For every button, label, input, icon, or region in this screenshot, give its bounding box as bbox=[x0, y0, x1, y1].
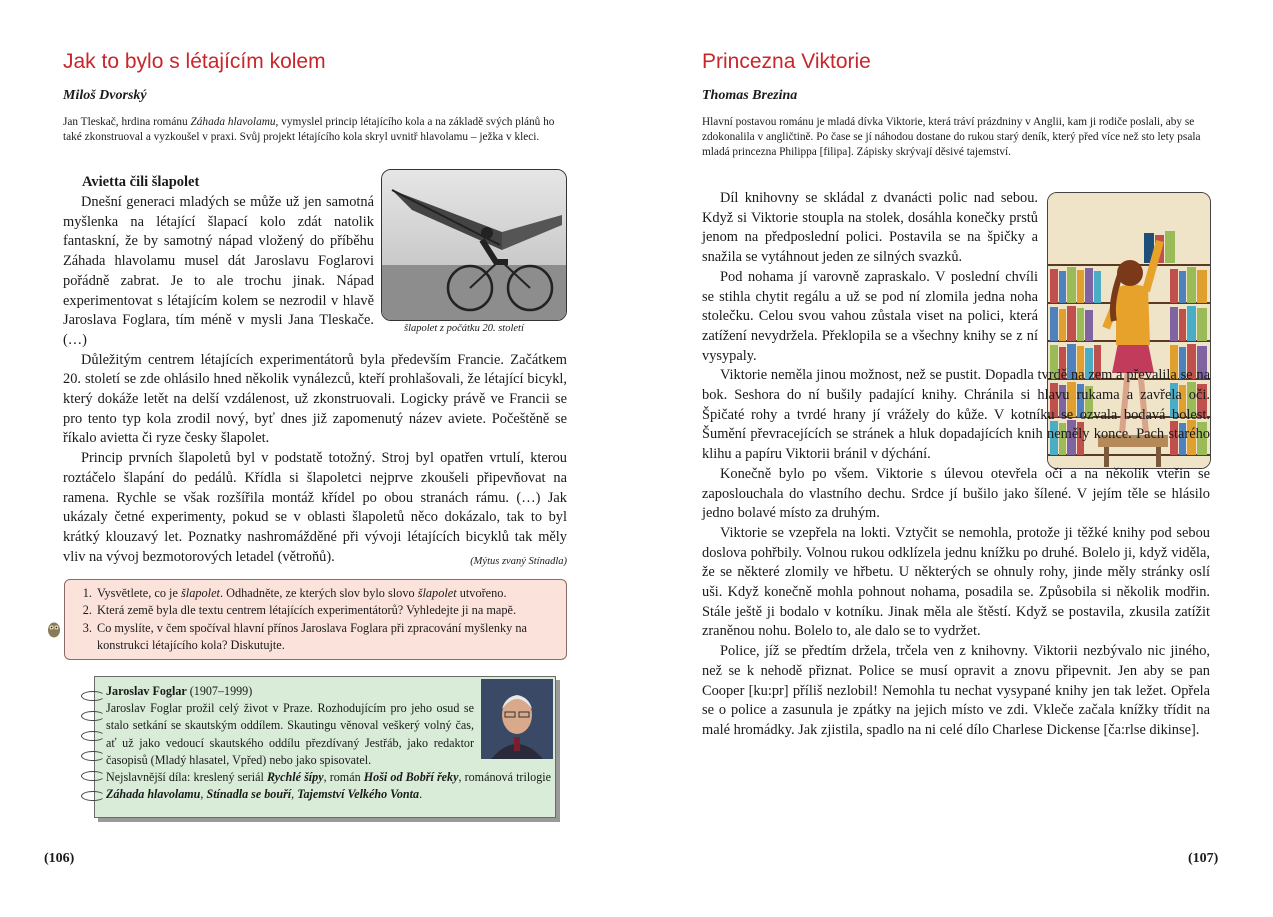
question-item: 3. Co myslíte, v čem spočíval hlavní přínos Jaroslava Foglara při zpracování myšlenky na konstrukci létajícího kola? Diskutujte. bbox=[95, 620, 560, 655]
article-title-right: Princezna Viktorie bbox=[702, 50, 871, 73]
page-number-right: (107) bbox=[1188, 851, 1219, 866]
spiral-binding-icon bbox=[81, 751, 105, 761]
author-right: Thomas Brezina bbox=[702, 88, 798, 103]
paragraph: Pod nohama jí varovně zapraskalo. V poslední chvíli se stihla chytit regálu a už se pod ní zlomila jedna noha stolečku. Celou svou vahou zůstala viset na polici, která zatížení nevydržela. Překlopila se a všechny knihy se z ní vysypaly. bbox=[702, 268, 1038, 364]
paragraph: Dnešní generaci mladých se může už jen samotná myšlenka na létající šlapací kolo zdát natolik fantaskní, že by samotný nápad vložený do příběhu Záhada hlavolamu musel dát Jaroslavu Foglarovi pořádně zabrat. Je to ale trochu jinak. Nápad experimentovat s létajícím kolem se nezrodil v hlavě Jaroslava Foglara, tím méně v mysli Jana Tleskače. (…) bbox=[63, 194, 374, 348]
bio-heading bbox=[106, 683, 474, 700]
author-left: Miloš Dvorský bbox=[63, 88, 147, 103]
bio-works: Nejslavnější díla: kreslený seriál Rychlé šípy, román Hoši od Bobří řeky, románová trilogie Záhada hlavolamu, Stínadla se bouří, Tajemství Velkého Vonta. bbox=[106, 770, 552, 802]
photo-caption: šlapolet z počátku 20. století bbox=[404, 323, 524, 334]
bio-text: Jaroslav Foglar prožil celý život v Praze. Rozhodujícím pro jeho osud se stalo setkání se skautským oddílem. Skautingu věnoval veškerý volný čas, ať už jako vedoucí skautského oddílu přezdívaný Jestřáb, jako redaktor časopisů (Mladý hlasatel, Vpřed) nebo jako spisovatel. bbox=[106, 701, 474, 767]
paragraph: Důležitým centrem létajících experimentátorů byla především Francie. Začátkem 20. století se zde ohlásilo hned několik vynálezců, kteří prohlašovali, že létající bicykl, který dokáže letět na delší vzdálenost, už zkonstruovali. Logicky právě ve Francii se pro tento typ kola zrodil nový, byť dnes již zapomenutý název aviete. Počeštěně se říkalo avietta či ryze česky šlapolet. bbox=[63, 351, 567, 447]
paragraph: Viktorie se vzepřela na lokti. Vztyčit se nemohla, protože ji těžké knihy pod sebou doslova pohřbily. Volnou rukou odklízela jednu knížku po druhé. Bolelo ji, když viděla, že se některé zlomily ve hřbetu. U některých se ohnuly rohy, jinde měly stránky oslí uši. Když konečně mohla pohnout nohama, posadila se. Způsobila si několik modřin. Stále ještě ji bodalo v kotníku. Jinak měla ale štěstí. Když se postavila, zkusila zatížit zraněnou nohu. Bolelo to, ale dalo se to vydržet. bbox=[702, 524, 1210, 640]
owl-icon bbox=[47, 620, 61, 638]
questions-box bbox=[64, 579, 567, 660]
spiral-binding-icon bbox=[81, 731, 105, 741]
paragraph: Konečně bylo po všem. Viktorie s úlevou otevřela oči a na několik vteřin se zaposlouchala do vlastního dechu. Srdce jí bušilo jako šílené. V jejím těle se hlásilo jedno bolavé místo za druhým. bbox=[702, 465, 1210, 522]
questions-list bbox=[65, 585, 560, 654]
intro-book-title: Záhada hlavolamu bbox=[190, 116, 276, 128]
paragraph: Princip prvních šlapoletů byl v podstatě totožný. Stroj byl opatřen vrtulí, kterou roztáčelo šlapání do pedálů. Křídla si šlapoletci nejprve zkoušeli připevňovat na ramena. Rychle se však rozšířila montáž křídel po obou stranách rámu. (…) Jak ukázaly četné experimenty, pokud se v oblasti šlapoletů něco dokázalo, tak to byl krátký klouzavý let. Poznatky nashromážděné při vývoji létajících bicyklů tak měly vliv na vývoj bezmotorových letadel (větroňů). bbox=[63, 450, 567, 565]
author-portrait bbox=[481, 679, 553, 759]
spiral-binding-icon bbox=[81, 691, 105, 701]
page-number-left: (106) bbox=[44, 851, 75, 866]
portrait-illustration bbox=[481, 679, 553, 759]
author-bio-box bbox=[94, 676, 556, 818]
question-item: 2. Která země byla dle textu centrem létajících experimentátorů? Vyhledejte ji na mapě. bbox=[95, 602, 560, 619]
spiral-binding-icon bbox=[81, 791, 105, 801]
subheading: Avietta čili šlapolet bbox=[82, 174, 200, 190]
intro-text: Jan Tleskač, hrdina románu bbox=[63, 116, 191, 128]
article-title-left: Jak to bylo s létajícím kolem bbox=[63, 50, 326, 73]
source-citation: (Mýtus zvaný Stínadla) bbox=[470, 556, 567, 567]
spiral-binding-icon bbox=[81, 771, 105, 781]
bio-years: (1907–1999) bbox=[189, 684, 253, 698]
paragraph: Díl knihovny se skládal z dvanácti polic nad sebou. Když si Viktorie stoupla na stolek, dosáhla konečky prstů jenom na předposlední polici. Postavila se na špičky a snažila se vytáhnout jeden ze silných svazků. bbox=[702, 190, 1038, 266]
paragraph: Viktorie neměla jinou možnost, než se pustit. Dopadla tvrdě na zem a převalila se na bok. Seshora do ní bušily padající knihy. Chránila si hlavu rukama a zavřela oči. Špičaté rohy a tvrdé hrany jí vrážely do kůže. V kotníku se ozvala bodavá bolest. Šumění převracejících se stránek a hluk dopadajících knih neměly konce. Pach starého klihu a papíru Viktorii bránil v dýchání. bbox=[702, 367, 1210, 463]
article-body-right bbox=[702, 189, 1210, 741]
intro-left bbox=[63, 115, 568, 145]
intro-text: , vymyslel princip létajícího kola a na základě svých plánů ho také zkonstruoval a vyzkoušel v praxi. Svůj projekt létajícího kola skryl uvnitř hlavolamu – ježka v kleci. bbox=[63, 116, 555, 144]
left-page bbox=[0, 0, 636, 917]
spiral-binding-icon bbox=[81, 711, 105, 721]
question-item: 1. Vysvětlete, co je šlapolet. Odhadněte, ze kterých slov bylo slovo šlapolet utvořeno. bbox=[95, 585, 560, 602]
intro-right: Hlavní postavou románu je mladá dívka Viktorie, která tráví prázdniny v Anglii, kam ji rodiče poslali, aby se zdokonalila v angličtině. Po čase se jí náhodou dostane do rukou starý deník, který před více než sto lety psala mladá princezna Philippa [filipa]. Zápisky skrývají děsivé tajemství. bbox=[702, 116, 1201, 159]
article-body-left bbox=[63, 193, 567, 567]
bio-name: Jaroslav Foglar bbox=[106, 684, 187, 698]
paragraph: Police, jíž se předtím držela, trčela ven z knihovny. Viktorii nezbývalo nic jiného, než se k nehodě přiznat. Police se musí opravit a znovu připevnit. Jen aby se pan Cooper [ku:pr] příliš nezlobil! Nemohla tu nechat vysypané knihy jen tak ležet. Opřela se o police a zasunula je zpátky na jejich místo ve zdi. Vkleče začala knížky třídit na malé hromádky. Jak zjistila, spadlo na ni celé dílo Charlese Dickense [ča:rlse dikinse]. bbox=[702, 643, 1210, 738]
right-page bbox=[636, 0, 1273, 917]
source-line bbox=[63, 556, 567, 570]
